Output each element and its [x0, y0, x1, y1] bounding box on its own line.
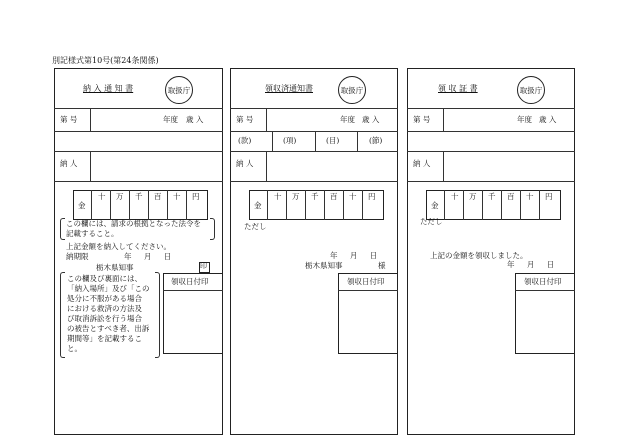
panel1-note-legal-basis: この欄には、請求の根拠となった法令を 記載すること。: [60, 218, 215, 240]
panel1-number-label: 第 号: [60, 115, 78, 124]
panel3-receipt-stamp-label: 領収日付印: [524, 277, 562, 286]
panel2-tadashi: ただし: [244, 222, 267, 231]
panel2-office-seal: 取扱庁: [338, 76, 366, 104]
panel1-unit-sen: 千: [135, 192, 143, 201]
panel2-number-label: 第 号: [236, 115, 254, 124]
panel1-office-seal: 取扱庁: [165, 76, 193, 104]
panel3-payer-label: 納 人: [413, 159, 431, 168]
panel2-amount-grid: 金 十 万 千 百 十 円: [249, 190, 384, 220]
panel1-fiscal-year-label: 年度: [163, 115, 178, 124]
panel1-deadline-label: 納期限: [66, 252, 89, 261]
panel2-receipt-stamp-label: 領収日付印: [347, 277, 385, 286]
panel1-unit-man: 万: [116, 192, 124, 201]
panel1-unit-ju: 十: [98, 192, 106, 201]
panel1-unit-ju2: 十: [173, 192, 181, 201]
panel3-revenue-label: 歳 入: [539, 115, 557, 124]
form-heading: 別記様式第10号(第24条関係): [52, 56, 159, 65]
panel3-fiscal-year-label: 年度: [517, 115, 532, 124]
panel1-amount-prefix: 金: [78, 201, 86, 210]
panel3-title: 領 収 証 書: [438, 84, 478, 93]
panel2-title: 領収済通知書: [265, 84, 313, 93]
panel3-date: 年 月 日: [507, 260, 555, 269]
panel2-governor: 栃木県知事: [305, 261, 343, 270]
panel2-fiscal-year-label: 年度: [340, 115, 355, 124]
panel3-office-seal: 取扱庁: [517, 76, 545, 104]
panel1-payer-label: 納 人: [60, 159, 78, 168]
panel3-amount-prefix: 金: [431, 201, 439, 210]
panel1-amount-grid: [73, 190, 208, 220]
panel3-number-label: 第 号: [413, 115, 431, 124]
panel2-date: 年 月 日: [330, 251, 378, 260]
panel1-deadline-date: 年 月 日: [124, 252, 172, 261]
panel2-moku-label: (目): [326, 136, 340, 145]
panel2-sama: 様: [378, 261, 386, 270]
panel3-received-text: 上記の金額を領収しました。: [430, 251, 528, 260]
panel2-kou-label: (項): [283, 136, 297, 145]
panel2-kan-label: (款): [238, 136, 252, 145]
panel1-note-appeal: この欄及び裏面には、 「納入場所」及び「この 処分に不服がある場合 における救済の方法及 び取消訴訟を行う場合 の被告とすべき者、出訴 期間等」を記載するこ と。: [60, 272, 160, 358]
panel2-payer-label: 納 人: [236, 159, 254, 168]
panel2-revenue-label: 歳 入: [362, 115, 380, 124]
panel1-governor-seal-char: 印: [200, 262, 207, 270]
panel1-unit-hyaku: 百: [154, 192, 162, 201]
panel1-receipt-stamp-label: 領収日付印: [171, 277, 209, 286]
panel3-tadashi: ただし: [420, 217, 443, 226]
panel2-setsu-label: (節): [369, 136, 383, 145]
panel1-unit-en: 円: [192, 192, 200, 201]
panel3-amount-grid: 金 十 万 千 百 十 円: [426, 190, 561, 220]
panel1-please-pay: 上記金額を納入してください。: [66, 242, 171, 251]
panel1-governor: 栃木県知事: [96, 263, 134, 272]
panel2-amount-prefix: 金: [254, 201, 262, 210]
panel1-title: 納 入 通 知 書: [83, 84, 134, 93]
panel1-revenue-label: 歳 入: [186, 115, 204, 124]
